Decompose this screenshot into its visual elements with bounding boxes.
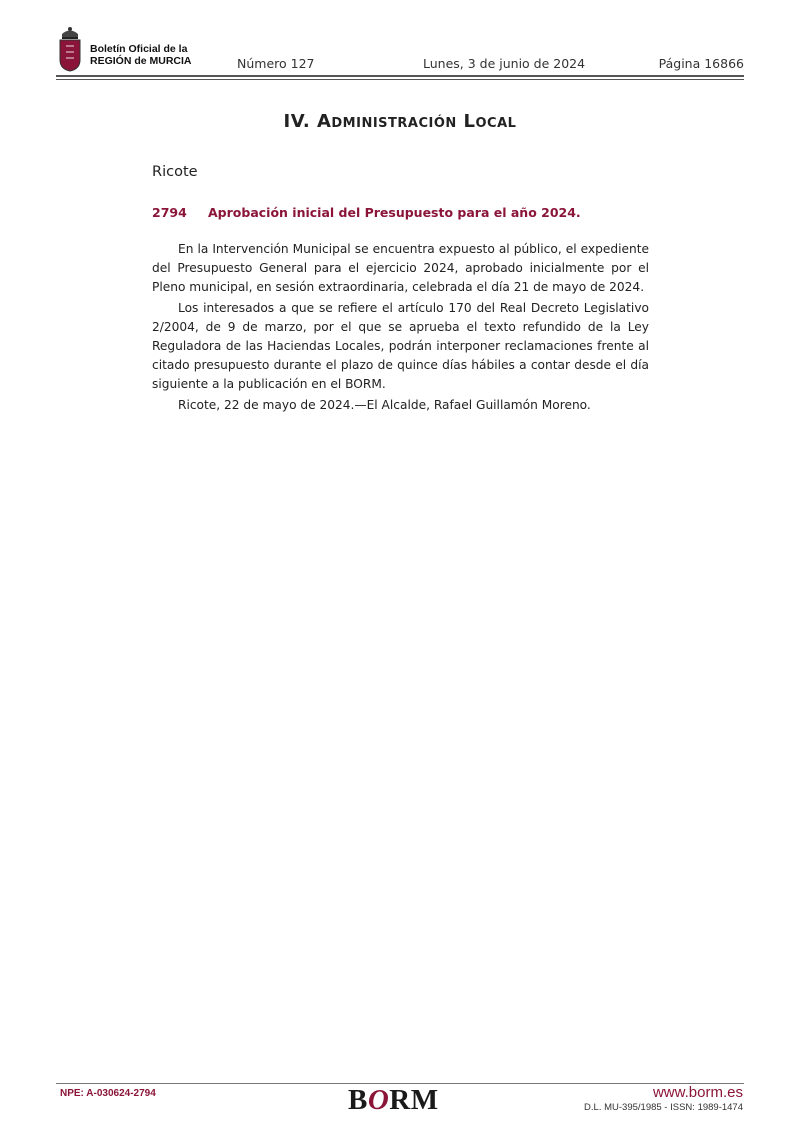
region-murcia-crest-icon xyxy=(56,26,84,72)
header-divider xyxy=(56,75,744,77)
signature-line: Ricote, 22 de mayo de 2024.—El Alcalde, Rafael Guillamón Moreno. xyxy=(178,398,591,412)
announcement-title: Aprobación inicial del Presupuesto para el año 2024. xyxy=(208,205,581,220)
body-paragraph: Los interesados a que se refiere el artículo 170 del Real Decreto Legislativo 2/2004, de 9 de marzo, por el que se aprueba el texto refundido de la Ley Reguladora de las Haciendas Locales, podrán interponer reclamaciones frente al citado presupuesto durante el plazo de quince días hábiles a contar desde el día siguiente a la publicación en el BORM. xyxy=(152,301,649,391)
logo-letter-b: B xyxy=(348,1084,368,1116)
header-divider-thin xyxy=(56,79,744,80)
issuing-entity: Ricote xyxy=(152,164,198,180)
logo-letter-o: O xyxy=(367,1084,390,1116)
body-paragraph: En la Intervención Municipal se encuentra expuesto al público, el expediente del Presupuesto General para el ejercicio 2024, aprobado inicialmente por el Pleno municipal, en sesión extraordinaria, celebrada el día 21 de mayo de 2024. xyxy=(152,242,649,294)
announcement-number: 2794 xyxy=(152,205,187,220)
brand-line-2: REGIÓN de MURCIA xyxy=(90,55,192,67)
website-link[interactable]: www.borm.es xyxy=(652,1084,743,1101)
npe-code: NPE: A-030624-2794 xyxy=(60,1088,156,1099)
issue-date: Lunes, 3 de junio de 2024 xyxy=(423,56,586,71)
issue-number: Número 127 xyxy=(237,56,315,71)
announcement-heading xyxy=(152,205,652,220)
borm-logo xyxy=(348,1084,439,1117)
page-header xyxy=(56,26,744,82)
brand-line-1: Boletín Oficial de la xyxy=(90,43,188,55)
announcement-body xyxy=(152,240,649,417)
logo-letters-rm: RM xyxy=(389,1084,439,1116)
bulletin-brand xyxy=(90,43,192,67)
page-number: Página 16866 xyxy=(658,56,744,71)
section-title: IV. Administración Local xyxy=(283,111,517,132)
legal-info: D.L. MU-395/1985 - ISSN: 1989-1474 xyxy=(584,1102,743,1113)
